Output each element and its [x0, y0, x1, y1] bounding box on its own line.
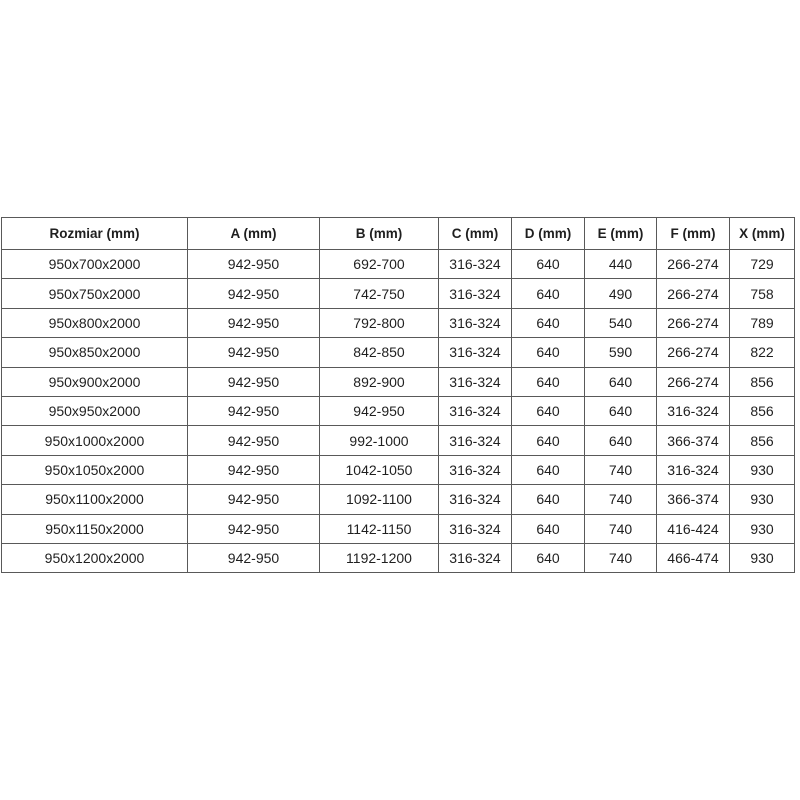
table-cell: 950x1200x2000	[2, 543, 188, 572]
table-cell: 266-274	[657, 367, 730, 396]
table-cell: 950x1150x2000	[2, 514, 188, 543]
table-cell: 316-324	[439, 543, 512, 572]
table-cell: 942-950	[188, 514, 320, 543]
table-row	[2, 396, 795, 425]
table-header-row	[2, 218, 795, 250]
table-cell: 822	[730, 338, 795, 367]
table-cell: 416-424	[657, 514, 730, 543]
dimensions-table-container	[1, 217, 794, 573]
table-cell: 316-324	[439, 279, 512, 308]
table-cell: 942-950	[188, 367, 320, 396]
table-cell: 942-950	[188, 338, 320, 367]
column-header: D (mm)	[512, 218, 585, 250]
column-header: C (mm)	[439, 218, 512, 250]
table-cell: 640	[512, 514, 585, 543]
column-header: F (mm)	[657, 218, 730, 250]
table-cell: 366-374	[657, 485, 730, 514]
table-cell: 950x750x2000	[2, 279, 188, 308]
table-cell: 942-950	[188, 279, 320, 308]
table-cell: 892-900	[320, 367, 439, 396]
table-cell: 590	[585, 338, 657, 367]
table-cell: 942-950	[188, 308, 320, 337]
table-cell: 316-324	[439, 367, 512, 396]
table-cell: 692-700	[320, 250, 439, 279]
table-cell: 640	[512, 367, 585, 396]
table-cell: 316-324	[439, 396, 512, 425]
table-cell: 950x950x2000	[2, 396, 188, 425]
table-row	[2, 308, 795, 337]
table-cell: 942-950	[188, 396, 320, 425]
table-cell: 789	[730, 308, 795, 337]
table-cell: 1042-1050	[320, 455, 439, 484]
table-cell: 942-950	[320, 396, 439, 425]
table-cell: 942-950	[188, 426, 320, 455]
table-cell: 316-324	[439, 455, 512, 484]
table-cell: 856	[730, 426, 795, 455]
table-cell: 942-950	[188, 455, 320, 484]
table-cell: 942-950	[188, 485, 320, 514]
table-cell: 950x900x2000	[2, 367, 188, 396]
table-cell: 266-274	[657, 338, 730, 367]
table-cell: 490	[585, 279, 657, 308]
table-cell: 640	[512, 426, 585, 455]
table-row	[2, 250, 795, 279]
table-row	[2, 455, 795, 484]
column-header: A (mm)	[188, 218, 320, 250]
table-cell: 930	[730, 485, 795, 514]
table-row	[2, 426, 795, 455]
table-cell: 640	[512, 338, 585, 367]
table-cell: 950x1050x2000	[2, 455, 188, 484]
table-cell: 640	[512, 485, 585, 514]
table-cell: 466-474	[657, 543, 730, 572]
column-header: X (mm)	[730, 218, 795, 250]
table-cell: 640	[512, 543, 585, 572]
table-cell: 640	[512, 279, 585, 308]
table-cell: 640	[512, 455, 585, 484]
table-cell: 729	[730, 250, 795, 279]
table-cell: 1192-1200	[320, 543, 439, 572]
table-cell: 316-324	[439, 426, 512, 455]
table-cell: 942-950	[188, 250, 320, 279]
table-row	[2, 367, 795, 396]
table-cell: 856	[730, 396, 795, 425]
table-cell: 842-850	[320, 338, 439, 367]
table-cell: 316-324	[657, 396, 730, 425]
table-cell: 792-800	[320, 308, 439, 337]
table-cell: 540	[585, 308, 657, 337]
table-row	[2, 485, 795, 514]
table-cell: 742-750	[320, 279, 439, 308]
table-cell: 640	[512, 308, 585, 337]
table-cell: 316-324	[439, 308, 512, 337]
table-row	[2, 543, 795, 572]
table-cell: 950x850x2000	[2, 338, 188, 367]
table-body	[2, 250, 795, 573]
column-header: Rozmiar (mm)	[2, 218, 188, 250]
table-cell: 266-274	[657, 308, 730, 337]
table-row	[2, 279, 795, 308]
table-cell: 740	[585, 485, 657, 514]
table-cell: 942-950	[188, 543, 320, 572]
table-row	[2, 338, 795, 367]
table-cell: 950x700x2000	[2, 250, 188, 279]
table-cell: 266-274	[657, 250, 730, 279]
table-cell: 950x1100x2000	[2, 485, 188, 514]
table-cell: 740	[585, 455, 657, 484]
table-cell: 930	[730, 543, 795, 572]
table-cell: 316-324	[439, 514, 512, 543]
column-header: B (mm)	[320, 218, 439, 250]
table-cell: 316-324	[439, 485, 512, 514]
table-cell: 930	[730, 514, 795, 543]
table-cell: 740	[585, 514, 657, 543]
table-cell: 266-274	[657, 279, 730, 308]
table-cell: 640	[512, 396, 585, 425]
table-row	[2, 514, 795, 543]
table-cell: 950x800x2000	[2, 308, 188, 337]
table-cell: 316-324	[439, 338, 512, 367]
table-cell: 640	[512, 250, 585, 279]
table-cell: 950x1000x2000	[2, 426, 188, 455]
table-cell: 316-324	[657, 455, 730, 484]
table-cell: 366-374	[657, 426, 730, 455]
table-cell: 758	[730, 279, 795, 308]
table-cell: 1092-1100	[320, 485, 439, 514]
table-cell: 640	[585, 367, 657, 396]
table-cell: 740	[585, 543, 657, 572]
table-cell: 316-324	[439, 250, 512, 279]
table-cell: 930	[730, 455, 795, 484]
table-cell: 640	[585, 426, 657, 455]
table-cell: 856	[730, 367, 795, 396]
table-cell: 1142-1150	[320, 514, 439, 543]
column-header: E (mm)	[585, 218, 657, 250]
dimensions-table	[1, 217, 795, 573]
table-cell: 440	[585, 250, 657, 279]
table-cell: 640	[585, 396, 657, 425]
table-cell: 992-1000	[320, 426, 439, 455]
